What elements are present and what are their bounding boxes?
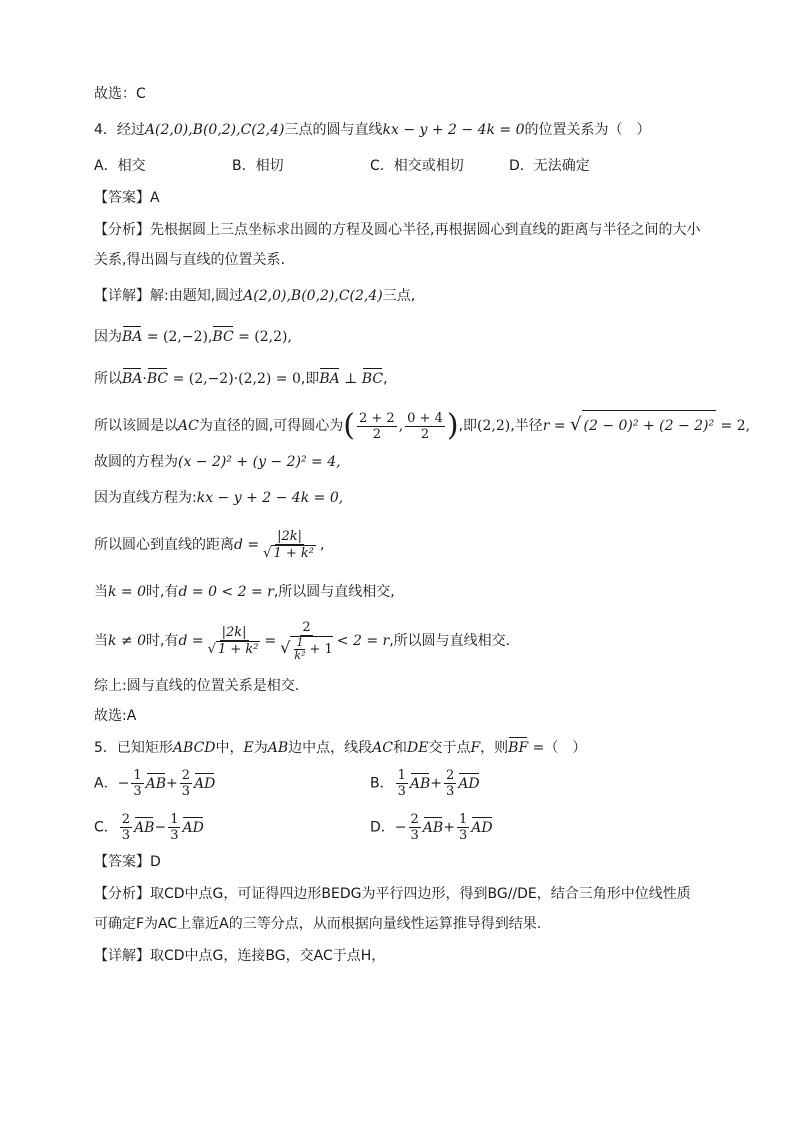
option-label: B．	[370, 775, 394, 792]
detail-tag: 【详解】	[94, 288, 150, 304]
q5-analysis-line-2: 可确定F为AC上靠近A的三等分点，从而根据向量线性运算推导得到结果.	[94, 916, 542, 932]
analysis-tag: 【分析】	[94, 886, 150, 902]
vector-ad: AD	[194, 775, 216, 792]
q4-stem-mid: 三点的圆与直线	[284, 122, 383, 138]
numerator: |2k|	[277, 529, 303, 544]
option-label: C．	[94, 819, 118, 836]
option-sign: −	[394, 819, 407, 836]
segment-ac: AC	[372, 740, 393, 756]
detail-text: ,半径	[510, 418, 543, 434]
detail-text: ,所以圆与直线相交.	[389, 633, 511, 649]
q4-detail-line-1	[94, 286, 415, 306]
circle-equation: (x − 2)² + (y − 2)² = 4,	[178, 454, 341, 470]
answer-tag: 【答案】	[94, 854, 150, 870]
line-equation: kx − y + 2 − 4k = 0,	[196, 490, 344, 506]
denominator: √ 1 + k²	[263, 546, 314, 561]
q3-answer-line: 故选：C	[94, 86, 146, 102]
fraction	[206, 625, 263, 657]
detail-text: ,即	[300, 371, 320, 387]
math-text: + 1	[309, 642, 333, 657]
q4-detail-line-4: 所以该圆是以AC为直径的圆,可得圆心为( $\frac{2 + 2}{2}$ , $\frac{0 + 4}{2}$ ),即(2,2),半径r = √ (2 − 0)² + (2 − 2)² = 2,	[94, 408, 751, 443]
denominator: 3	[181, 784, 191, 799]
q4-detail-line-6	[94, 488, 343, 508]
detail-text: 时,有	[146, 633, 179, 649]
q4-detail-line-7	[94, 528, 324, 562]
distance-var: d =	[234, 537, 260, 553]
q5-analysis-line-1	[94, 884, 691, 904]
fraction	[278, 620, 335, 662]
denominator: √ $\frac{1}{\text{k²}}$ + 1	[280, 636, 333, 662]
numerator: 2 + 2	[359, 410, 395, 426]
detail-text: 三点,	[382, 288, 416, 304]
q4-stem	[94, 120, 651, 140]
condition: k = 0	[108, 584, 147, 600]
denominator: 2	[420, 426, 430, 442]
q4-final-answer: 故选:A	[94, 708, 137, 724]
point-e: E	[243, 740, 254, 756]
numerator: 2	[181, 768, 191, 783]
denominator: 3	[121, 828, 131, 843]
analysis-tag: 【分析】	[94, 222, 150, 238]
detail-tag: 【详解】	[94, 948, 150, 964]
q4-detail-line-3: 所以BA·BC = (2,−2)·(2,2) = 0,即BA ⊥ BC,	[94, 371, 388, 387]
denominator: 3	[133, 784, 142, 799]
stem-text: 和	[393, 740, 407, 756]
numerator: 1	[170, 812, 179, 827]
numerator: 1	[458, 812, 468, 827]
detail-text: 所以圆心到直线的距离	[94, 537, 234, 553]
denominator: 3	[397, 784, 406, 799]
radical: 1 + k²	[217, 642, 259, 657]
q4-detail-line-8	[94, 582, 395, 602]
inequality: d = 0 < 2 = r	[178, 584, 274, 600]
denominator: 3	[446, 784, 455, 799]
math-text: = 2,	[716, 418, 751, 434]
numerator: |2k|	[221, 625, 247, 640]
detail-text: 故圆的方程为	[94, 454, 178, 470]
vector-bf: BF	[508, 740, 529, 756]
q4-option-d: D．无法确定	[509, 158, 590, 174]
option-operator: −	[154, 819, 167, 836]
math-text: = (2,−2)·(2,2) = 0	[168, 371, 301, 387]
fraction	[405, 411, 445, 442]
vector-ad: AD	[458, 775, 480, 792]
option-label: A．	[94, 775, 118, 792]
analysis-text: 取CD中点G，可证得四边形BEDG为平行四边形，得到BG//DE，结合三角形中位线性质	[150, 886, 691, 902]
math-text: = (2,2),	[233, 329, 292, 345]
numerator: 2	[121, 812, 131, 827]
point-f: F	[470, 740, 481, 756]
stem-text: ，则	[480, 740, 509, 756]
detail-text: 因为直线方程为:	[94, 490, 197, 506]
numerator: 1	[133, 768, 142, 783]
detail-text: ,	[383, 371, 388, 387]
radical: 1 + k²	[273, 546, 314, 561]
denominator: 3	[170, 828, 179, 843]
q4-summary: 综上:圆与直线的位置关系是相交.	[94, 678, 300, 694]
q4-analysis-line-2: 关系,得出圆与直线的位置关系.	[94, 252, 285, 268]
q5-option-a	[94, 768, 215, 799]
stem-text: =（ ）	[528, 740, 587, 756]
detail-text: ,所以圆与直线相交,	[273, 584, 395, 600]
numerator: 1	[296, 636, 304, 649]
vector-bc: BC	[212, 329, 234, 345]
q5-detail-line-1	[94, 946, 385, 966]
segment-de: DE	[407, 740, 429, 756]
radius-var: r	[542, 418, 550, 434]
detail-text: 当	[94, 633, 108, 649]
stem-text: 为	[253, 740, 268, 756]
denominator: 3	[458, 828, 468, 843]
q4-points: A(2,0),B(0,2),C(2,4)	[144, 122, 285, 138]
math-text: =	[264, 633, 277, 649]
q4-stem-prefix: 4．经过	[94, 122, 145, 138]
q5-stem	[94, 738, 586, 758]
q4-option-a: A．相交	[94, 158, 146, 174]
detail-text: ,即	[458, 418, 478, 434]
denominator: √ 1 + k²	[207, 642, 259, 657]
vector-ba: BA	[122, 371, 143, 387]
detail-text: 当	[94, 584, 108, 600]
detail-text: 取CD中点G，连接BG，交AC于点H，	[150, 948, 386, 964]
vector-bc: BC	[361, 371, 384, 387]
radical: (2 − 0)² + (2 − 2)²	[582, 410, 717, 441]
detail-points: A(2,0),B(0,2),C(2,4)	[243, 288, 383, 304]
numerator: 2	[410, 812, 419, 827]
q5-answer	[94, 852, 161, 872]
option-label: D．	[370, 819, 395, 836]
answer-tag: 【答案】	[94, 190, 150, 206]
vector-ab: AB	[145, 775, 166, 792]
vector-ba: BA	[319, 371, 340, 387]
q4-stem-suffix: 的位置关系为（ ）	[524, 122, 651, 138]
detail-text: ,	[319, 537, 325, 553]
q4-line-equation: kx − y + 2 − 4k = 0	[382, 122, 525, 138]
numerator: 1	[397, 768, 406, 783]
q5-option-b	[370, 768, 480, 799]
fraction	[261, 529, 318, 561]
vector-ad: AD	[182, 819, 204, 836]
stem-text: 边中点，线段	[288, 740, 373, 756]
stem-text: 中，	[215, 740, 244, 756]
segment-ac: AC	[178, 418, 199, 434]
vector-bc: BC	[146, 371, 169, 387]
numerator: 2	[446, 768, 455, 783]
detail-text: 所以该圆是以	[94, 418, 178, 434]
numerator: 0 + 4	[407, 410, 443, 426]
rect-name: ABCD	[172, 740, 216, 756]
q4-option-b: B．相切	[232, 158, 284, 174]
fraction	[357, 411, 397, 442]
stem-text: 交于点	[428, 740, 471, 756]
denominator: 3	[410, 828, 419, 843]
q5-option-c	[94, 812, 204, 843]
numerator: 2	[302, 620, 311, 635]
q4-analysis-line-1	[94, 220, 700, 240]
option-operator: +	[443, 819, 455, 836]
vector-ad: AD	[471, 819, 493, 836]
math-text: ⊥	[339, 371, 362, 387]
stem-text: 5．已知矩形	[94, 740, 173, 756]
option-operator: +	[430, 775, 443, 792]
q4-answer	[94, 188, 160, 208]
detail-text: 所以	[94, 371, 122, 387]
denominator: k²	[294, 649, 306, 662]
inequality: < 2 = r	[336, 633, 390, 649]
math-text: = (2,−2),	[142, 329, 213, 345]
vector-ba: BA	[122, 329, 143, 345]
q4-detail-line-2	[94, 327, 292, 347]
q4-detail-line-5	[94, 452, 341, 472]
analysis-text: 先根据圆上三点坐标求出圆的方程及圆心半径,再根据圆心到直线的距离与半径之间的大小	[150, 222, 701, 238]
segment-ab: AB	[267, 740, 289, 756]
detail-text: 时,有	[146, 584, 179, 600]
detail-text: 因为	[94, 329, 122, 345]
condition: k ≠ 0	[108, 633, 147, 649]
option-sign: −	[117, 775, 130, 792]
vector-ab: AB	[422, 819, 444, 836]
vector-ab: AB	[134, 819, 155, 836]
q4-detail-line-9	[94, 620, 510, 662]
denominator: 2	[372, 426, 381, 442]
answer-value: D	[150, 854, 161, 870]
detail-text: 解:由题知,圆过	[150, 288, 244, 304]
q5-option-d	[370, 812, 493, 843]
option-operator: +	[166, 775, 178, 792]
distance-var: d =	[178, 633, 204, 649]
q4-option-c: C．相交或相切	[370, 158, 464, 174]
detail-text: 为直径的圆,可得圆心为	[198, 418, 344, 434]
answer-value: A	[150, 190, 160, 206]
center-value: (2,2)	[477, 418, 511, 434]
vector-ab: AB	[409, 775, 431, 792]
